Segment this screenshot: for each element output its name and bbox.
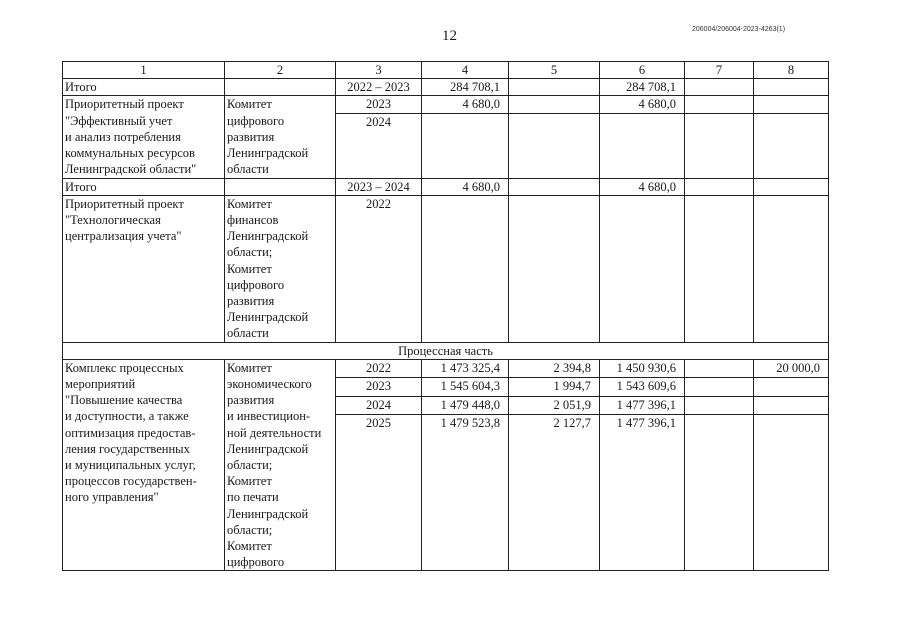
column-header-row (63, 62, 829, 79)
amount-cell (685, 415, 754, 571)
budget-table (62, 61, 829, 571)
amount-cell: 284 708,1 (422, 79, 509, 96)
amount-cell (509, 178, 600, 195)
amount-cell: 1 543 609,6 (600, 378, 685, 397)
column-header: 2 (225, 62, 336, 79)
amount-cell: 1 479 523,8 (422, 415, 509, 571)
amount-cell (754, 415, 829, 571)
executor-cell: Комитет финансов Ленинградской области; Комитет цифрового развития Ленинградской области (225, 195, 336, 342)
table-row (63, 359, 829, 378)
year-cell: 2023 – 2024 (336, 178, 422, 195)
year-cell: 2022 – 2023 (336, 79, 422, 96)
amount-cell (509, 195, 600, 342)
year-cell: 2025 (336, 415, 422, 571)
year-cell: 2022 (336, 195, 422, 342)
column-header: 6 (600, 62, 685, 79)
amount-cell: 20 000,0 (754, 359, 829, 378)
amount-cell (685, 113, 754, 178)
amount-cell: 1 477 396,1 (600, 415, 685, 571)
amount-cell (600, 113, 685, 178)
amount-cell: 1 473 325,4 (422, 359, 509, 378)
executor-cell (225, 178, 336, 195)
amount-cell (685, 178, 754, 195)
project-name: Приоритетный проект "Технологическая централизация учета" (63, 195, 225, 342)
column-header: 5 (509, 62, 600, 79)
amount-cell (754, 96, 829, 113)
amount-cell (754, 113, 829, 178)
column-header: 7 (685, 62, 754, 79)
column-header: 8 (754, 62, 829, 79)
amount-cell: 4 680,0 (600, 96, 685, 113)
amount-cell: 2 051,9 (509, 396, 600, 415)
amount-cell: 4 680,0 (422, 178, 509, 195)
amount-cell (600, 195, 685, 342)
amount-cell: 4 680,0 (422, 96, 509, 113)
page-number: 12 (442, 28, 457, 44)
amount-cell (685, 396, 754, 415)
amount-cell: 4 680,0 (600, 178, 685, 195)
column-header: 3 (336, 62, 422, 79)
executor-cell (225, 79, 336, 96)
amount-cell (685, 359, 754, 378)
amount-cell: 1 477 396,1 (600, 396, 685, 415)
amount-cell: 284 708,1 (600, 79, 685, 96)
amount-cell (754, 79, 829, 96)
amount-cell (754, 396, 829, 415)
year-cell: 2023 (336, 378, 422, 397)
amount-cell (685, 378, 754, 397)
amount-cell: 1 450 930,6 (600, 359, 685, 378)
executor-cell: Комитет цифрового развития Ленинградской области (225, 96, 336, 178)
amount-cell (509, 96, 600, 113)
year-cell: 2024 (336, 396, 422, 415)
amount-cell (754, 178, 829, 195)
amount-cell: 1 479 448,0 (422, 396, 509, 415)
row-name: Итого (63, 79, 225, 96)
amount-cell: 1 545 604,3 (422, 378, 509, 397)
year-cell: 2022 (336, 359, 422, 378)
column-header: 1 (63, 62, 225, 79)
amount-cell (685, 79, 754, 96)
table-row (63, 96, 829, 113)
amount-cell: 2 127,7 (509, 415, 600, 571)
section-row (63, 342, 829, 359)
section-title: Процессная часть (63, 342, 829, 359)
table-row (63, 195, 829, 342)
executor-cell: Комитет экономического развития и инвестицион- ной деятельности Ленинградской области; Комитет по печати Ленинградской области; Комитет цифрового (225, 359, 336, 571)
document-id: 206004/206004-2023-4263(1) (692, 26, 786, 33)
row-name: Итого (63, 178, 225, 195)
amount-cell (422, 113, 509, 178)
amount-cell: 2 394,8 (509, 359, 600, 378)
project-name: Комплекс процессных мероприятий "Повышение качества и доступности, а также оптимизация предостав- ления государственных и муниципальных услуг, процессов государствен- ного управления" (63, 359, 225, 571)
amount-cell (509, 79, 600, 96)
amount-cell: 1 994,7 (509, 378, 600, 397)
year-cell: 2024 (336, 113, 422, 178)
amount-cell (422, 195, 509, 342)
amount-cell (754, 378, 829, 397)
year-cell: 2023 (336, 96, 422, 113)
amount-cell (685, 96, 754, 113)
column-header: 4 (422, 62, 509, 79)
table-row (63, 79, 829, 96)
project-name: Приоритетный проект "Эффективный учет и анализ потребления коммунальных ресурсов Ленинградской области" (63, 96, 225, 178)
amount-cell (509, 113, 600, 178)
amount-cell (685, 195, 754, 342)
table-row (63, 178, 829, 195)
amount-cell (754, 195, 829, 342)
